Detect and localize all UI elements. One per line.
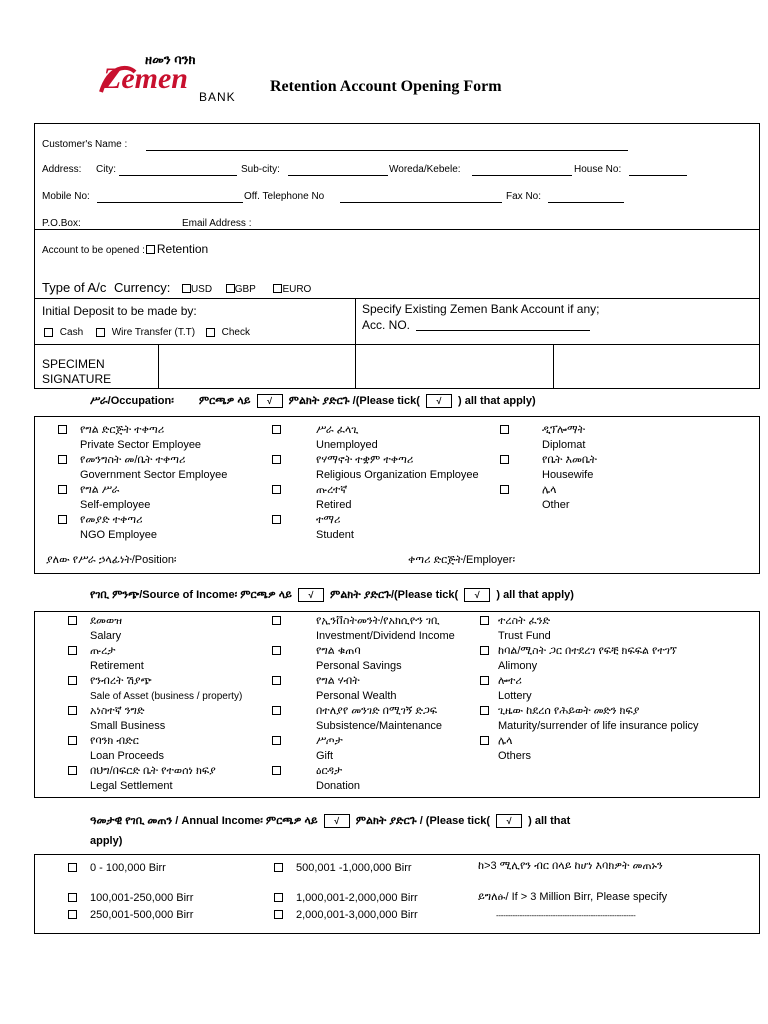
income-en: Legal Settlement — [90, 780, 173, 792]
specimen-label — [42, 357, 111, 387]
account-label — [42, 242, 208, 256]
usd-label: USD — [190, 284, 213, 295]
occupation-en: Government Sector Employee — [80, 469, 228, 481]
occupation-en: Unemployed — [316, 439, 378, 451]
income-am: ሌላ — [498, 735, 513, 747]
wire-label: Wire Transfer (T.T) — [111, 327, 196, 338]
income-item[interactable] — [498, 644, 677, 674]
annual-option[interactable] — [296, 861, 412, 876]
type-ac-label: Type of A/c — [42, 280, 107, 295]
mobile-field[interactable] — [97, 202, 243, 203]
income-item[interactable] — [316, 764, 360, 794]
income-am: ጊዜው ከደረሰ የሕይወት መድን ክፍያ — [498, 705, 640, 717]
income-checkbox[interactable] — [272, 766, 281, 775]
income-en: Trust Fund — [498, 630, 551, 642]
occupation-am: ጡረተኛ — [316, 484, 348, 496]
annual-range: 100,001-250,000 Birr — [90, 892, 194, 904]
income-item[interactable] — [90, 704, 165, 734]
income-am: የግል ሃብት — [316, 675, 360, 687]
income-checkbox[interactable] — [480, 706, 489, 715]
annual-option[interactable] — [296, 891, 418, 906]
gbp-label: GBP — [234, 284, 256, 295]
income-en: Retirement — [90, 660, 144, 672]
check-checkbox[interactable] — [206, 328, 215, 337]
specify-existing-label: Specify Existing Zemen Bank Account if any; — [362, 302, 600, 316]
occupation-en: NGO Employee — [80, 529, 158, 541]
annual-mark: ምልክት ያድርጉ / (Please tick( — [355, 815, 491, 827]
annual-option[interactable] — [90, 891, 193, 906]
occupation-en: Diplomat — [542, 439, 586, 451]
house-label: House No: — [574, 164, 622, 175]
signature-divider-2 — [355, 344, 356, 389]
logo-amharic: ዘመን ባንክ — [145, 52, 196, 67]
subcity-field[interactable] — [288, 175, 388, 176]
occupation-en: Religious Organization Employee — [316, 469, 479, 481]
customer-name-label: Customer's Name : — [42, 139, 128, 150]
income-en: Personal Wealth — [316, 690, 397, 702]
annual-checkbox[interactable] — [274, 910, 283, 919]
income-checkbox[interactable] — [68, 676, 77, 685]
cash-checkbox[interactable] — [44, 328, 53, 337]
income-item[interactable] — [498, 614, 551, 644]
income-en: Alimony — [498, 660, 538, 672]
annual-checkbox[interactable] — [274, 893, 283, 902]
income-tail: ) all that apply) — [496, 588, 574, 601]
annual-specify-field[interactable]: ----------------------------------------------------------- — [496, 911, 636, 920]
income-checkbox[interactable] — [480, 616, 489, 625]
income-am: ደመወዝ — [90, 615, 123, 627]
employer-label: ቀጣሪ ድርጅት/Employer፡ — [408, 554, 516, 566]
fax-field[interactable] — [548, 202, 624, 203]
customer-name-field[interactable] — [146, 150, 628, 151]
income-en: Investment/Dividend Income — [316, 630, 455, 642]
city-field[interactable] — [119, 175, 237, 176]
retention-label: Retention — [156, 242, 209, 256]
income-am: በህግ/በፍርድ ቤት የተወሰነ ክፍያ — [90, 765, 216, 777]
income-en: Maturity/surrender of life insurance policy — [498, 720, 699, 732]
occupation-am: ሥራ ፈላጊ — [316, 424, 359, 436]
annual-above-am: ከ>3 ሚሊየን ብር በላይ ከሆነ እባክዎት መጠኑን — [478, 860, 663, 872]
woreda-label: Woreda/Kebele: — [389, 164, 461, 175]
occupation-am: ዲፕሎማት — [542, 424, 585, 436]
occupation-choose: ምርጫዎ ላይ — [198, 394, 251, 407]
income-am: ጡረታ — [90, 645, 116, 657]
annual-range: 0 - 100,000 Birr — [90, 862, 166, 874]
annual-checkbox[interactable] — [68, 910, 77, 919]
income-checkbox[interactable] — [68, 736, 77, 745]
signature-box — [34, 344, 760, 389]
income-en: Lottery — [498, 690, 532, 702]
income-am: ከባል/ሚስት ጋር በተደረገ የፍቺ ክፍፍል የተገኘ — [498, 645, 678, 657]
occupation-am: የግል ድርጅት ተቀጣሪ — [80, 424, 165, 436]
position-label: ያለው የሥራ ኃላፊነት/Position፡ — [46, 554, 177, 566]
income-item[interactable] — [316, 704, 442, 734]
check-label: Check — [221, 327, 250, 338]
mobile-label: Mobile No: — [42, 191, 90, 202]
tick-sample-box: √ — [426, 394, 452, 408]
income-checkbox[interactable] — [272, 706, 281, 715]
income-mark: ምልክት ያድርጉ/(Please tick( — [330, 588, 459, 601]
income-item[interactable] — [90, 764, 216, 794]
income-am: ተረስት ፈንድ — [498, 615, 551, 627]
occupation-am: የቤት እመቤት — [542, 454, 597, 466]
annual-range: 250,001-500,000 Birr — [90, 909, 194, 921]
income-checkbox[interactable] — [272, 616, 281, 625]
annual-heading — [90, 811, 670, 851]
income-checkbox[interactable] — [272, 646, 281, 655]
occupation-checkbox[interactable] — [500, 485, 509, 494]
occupation-item[interactable] — [316, 423, 378, 453]
page-title: Retention Account Opening Form — [270, 78, 502, 95]
income-checkbox[interactable] — [480, 736, 489, 745]
gbp-checkbox[interactable] — [226, 284, 235, 293]
income-am: የንብረት ሽያጭ — [90, 675, 152, 687]
usd-checkbox[interactable] — [182, 284, 191, 293]
income-item[interactable] — [90, 734, 164, 764]
income-checkbox[interactable] — [68, 766, 77, 775]
deposit-label: Initial Deposit to be made by: — [42, 304, 197, 318]
income-checkbox[interactable] — [480, 646, 489, 655]
occupation-item[interactable] — [542, 453, 597, 483]
occupation-checkbox[interactable] — [58, 455, 67, 464]
bank-logo — [95, 52, 235, 108]
occupation-checkbox[interactable] — [272, 425, 281, 434]
annual-range: 500,001 -1,000,000 Birr — [296, 862, 412, 874]
income-am: ዕርዳታ — [316, 765, 343, 777]
house-field[interactable] — [629, 175, 687, 176]
occupation-mark: ምልክት ያድርጉ /(Please tick( — [288, 394, 420, 407]
income-am: የባንክ ብድር — [90, 735, 139, 747]
off-tel-field[interactable] — [340, 202, 502, 203]
acc-no-field[interactable] — [416, 330, 590, 331]
account-label-text: Account to be opened : — [42, 245, 145, 256]
occupation-en: Housewife — [542, 469, 594, 481]
signature-divider-1 — [158, 344, 159, 389]
occupation-en: Student — [316, 529, 354, 541]
occupation-am: የመያድ ተቀጣሪ — [80, 514, 143, 526]
specimen-line-1: SPECIMEN — [42, 357, 105, 371]
income-item[interactable] — [498, 704, 699, 734]
occupation-checkbox[interactable] — [58, 485, 67, 494]
pobox-label: P.O.Box: — [42, 218, 81, 229]
annual-option[interactable] — [90, 861, 166, 876]
income-en: Salary — [90, 630, 122, 642]
occupation-item[interactable] — [542, 483, 570, 513]
occupation-item[interactable] — [80, 453, 227, 483]
specimen-line-2: SIGNATURE — [42, 372, 112, 386]
income-en: Donation — [316, 780, 361, 792]
income-choose: ምርጫዎ ላይ — [240, 588, 292, 601]
income-en: Small Business — [90, 720, 166, 732]
income-am: ሥጦታ — [316, 735, 343, 747]
occupation-item[interactable] — [80, 423, 201, 453]
occupation-am: የመንግስት መ/ቤት ተቀጣሪ — [80, 454, 186, 466]
income-en: Sale of Asset (business / property) — [90, 691, 243, 702]
customer-info-box — [34, 123, 760, 230]
income-item[interactable] — [316, 674, 397, 704]
tick-sample-box: √ — [324, 814, 350, 828]
subcity-label: Sub-city: — [241, 164, 280, 175]
income-am: በተለያየ መንገድ በሚገኝ ድጋፍ — [316, 705, 438, 717]
occupation-am: ተማሪ — [316, 514, 341, 526]
income-checkbox[interactable] — [68, 616, 77, 625]
income-heading — [90, 588, 574, 602]
annual-checkbox[interactable] — [68, 893, 77, 902]
occupation-checkbox[interactable] — [58, 425, 67, 434]
income-item[interactable] — [316, 614, 455, 644]
occupation-am: የሃማኖት ተቋም ተቀጣሪ — [316, 454, 414, 466]
annual-checkbox[interactable] — [274, 863, 283, 872]
occupation-checkbox[interactable] — [272, 455, 281, 464]
fax-label: Fax No: — [506, 191, 542, 202]
euro-label: EURO — [282, 284, 312, 295]
occupation-en: Private Sector Employee — [80, 439, 202, 451]
tick-sample-box: √ — [257, 394, 283, 408]
income-item[interactable] — [90, 674, 242, 704]
tick-sample-box: √ — [496, 814, 522, 828]
income-item[interactable] — [90, 614, 122, 644]
occupation-item[interactable] — [80, 483, 150, 513]
retention-checkbox[interactable] — [146, 245, 155, 254]
income-am: የኢንቨስትመንት/የአክሲዮን ገቢ — [316, 615, 440, 627]
income-checkbox[interactable] — [480, 676, 489, 685]
annual-choose: ምርጫዎ ላይ — [265, 815, 318, 827]
income-en: Personal Savings — [316, 660, 402, 672]
income-checkbox[interactable] — [68, 706, 77, 715]
income-checkbox[interactable] — [272, 736, 281, 745]
annual-above-en: ይግለፁ/ If > 3 Million Birr, Please specify — [478, 891, 668, 903]
logo-bank: BANK — [199, 90, 236, 104]
type-ac-row — [42, 280, 311, 295]
income-item[interactable] — [90, 644, 144, 674]
occupation-checkbox[interactable] — [272, 515, 281, 524]
occupation-title: ሥራ/Occupation፡ — [90, 394, 174, 407]
occupation-am: የግል ሥራ — [80, 484, 120, 496]
occupation-en: Self-employee — [80, 499, 151, 511]
income-item[interactable] — [498, 674, 532, 704]
income-item[interactable] — [316, 644, 402, 674]
annual-option[interactable] — [296, 908, 418, 923]
occupation-checkbox[interactable] — [500, 425, 509, 434]
income-en: Subsistence/Maintenance — [316, 720, 442, 732]
annual-option[interactable] — [90, 908, 193, 923]
occupation-am: ሌላ — [542, 484, 557, 496]
income-am: አነስተኛ ንግድ — [90, 705, 145, 717]
occupation-heading — [90, 394, 536, 408]
signature-divider-3 — [553, 344, 554, 389]
income-checkbox[interactable] — [272, 676, 281, 685]
city-label: City: — [96, 164, 116, 175]
woreda-field[interactable] — [472, 175, 572, 176]
income-en: Loan Proceeds — [90, 750, 164, 762]
annual-tail-2: apply) — [90, 835, 123, 847]
income-en: Others — [498, 750, 532, 762]
deposit-options — [44, 327, 250, 338]
income-am: የግል ቁጠባ — [316, 645, 361, 657]
occupation-checkbox[interactable] — [58, 515, 67, 524]
occupation-item[interactable] — [80, 513, 157, 543]
cash-label: Cash — [59, 327, 84, 338]
currency-label: Currency: — [113, 280, 171, 295]
income-checkbox[interactable] — [68, 646, 77, 655]
income-item[interactable] — [498, 734, 531, 764]
deposit-divider — [355, 298, 356, 345]
wire-checkbox[interactable] — [96, 328, 105, 337]
address-label: Address: — [42, 164, 82, 175]
occupation-item[interactable] — [542, 423, 585, 453]
income-item[interactable] — [316, 734, 343, 764]
income-en: Gift — [316, 750, 334, 762]
occupation-item[interactable] — [316, 513, 354, 543]
occupation-checkbox[interactable] — [500, 455, 509, 464]
annual-title: ዓመታዊ የገቢ መጠን / Annual Income፡ — [90, 815, 263, 827]
income-title: የገቢ ምንጭ/Source of Income፡ — [90, 588, 238, 601]
occupation-item[interactable] — [316, 453, 479, 483]
email-label: Email Address : — [182, 218, 252, 229]
annual-tail: ) all that — [528, 815, 571, 827]
occupation-item[interactable] — [316, 483, 351, 513]
occupation-tail: ) all that apply) — [458, 394, 536, 407]
tick-sample-box: √ — [298, 588, 324, 602]
acc-no-label: Acc. NO. — [362, 318, 411, 332]
annual-range: 1,000,001-2,000,000 Birr — [296, 892, 418, 904]
income-am: ሎተሪ — [498, 675, 522, 687]
annual-range: 2,000,001-3,000,000 Birr — [296, 909, 418, 921]
occupation-en: Other — [542, 499, 570, 511]
tick-sample-box: √ — [464, 588, 490, 602]
off-tel-label: Off. Telephone No — [244, 191, 325, 202]
occupation-checkbox[interactable] — [272, 485, 281, 494]
logo-name: Zemen — [103, 62, 188, 95]
annual-checkbox[interactable] — [68, 863, 77, 872]
occupation-en: Retired — [316, 499, 352, 511]
